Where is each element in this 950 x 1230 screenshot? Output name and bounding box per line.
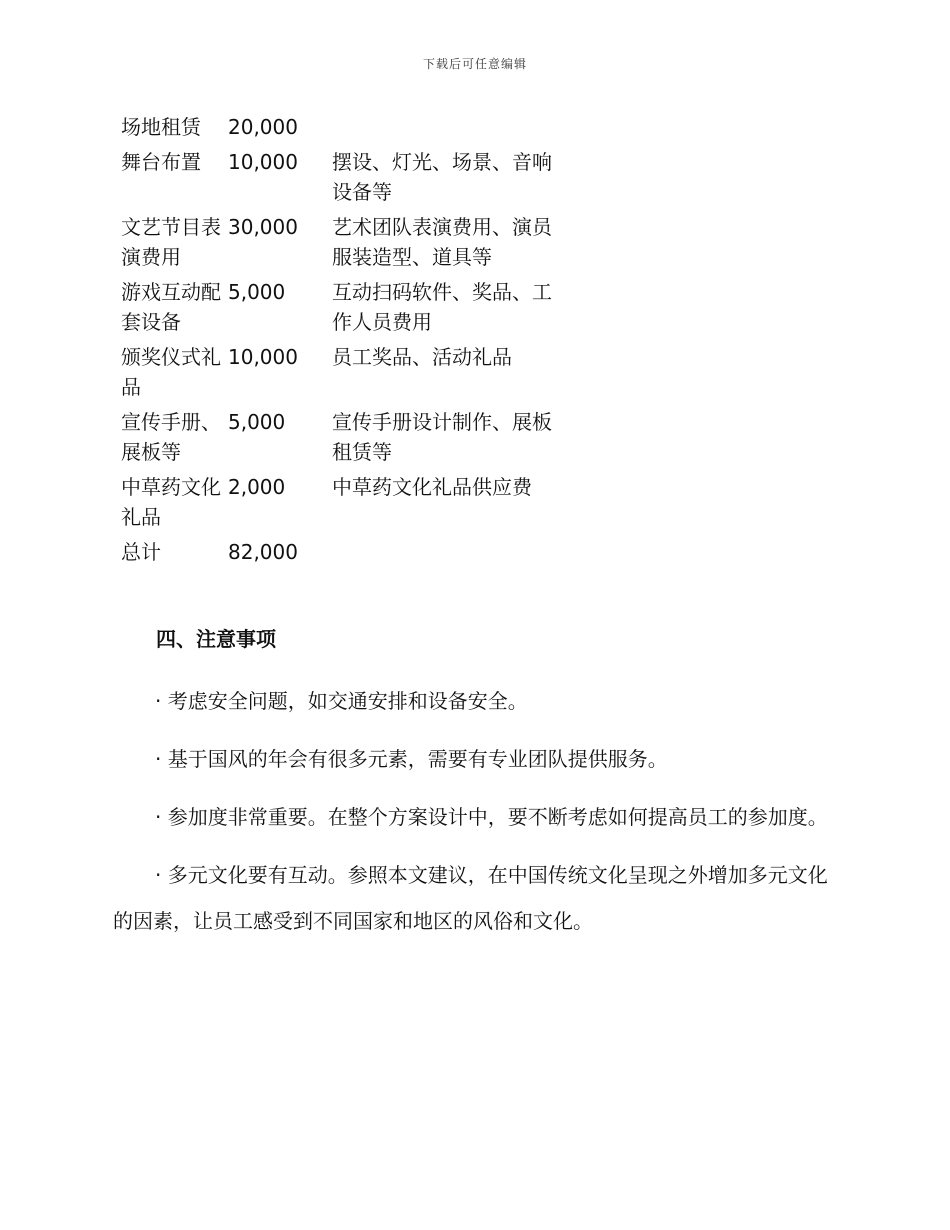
budget-item: 舞台布置	[121, 150, 201, 174]
notes-list	[113, 678, 833, 956]
budget-note	[332, 112, 562, 147]
budget-item: 中草药文化礼品	[121, 475, 221, 529]
table-row	[114, 112, 562, 147]
budget-amount: 30,000	[228, 215, 298, 239]
note-item: · 参加度非常重要。在整个方案设计中，要不断考虑如何提高员工的参加度。	[155, 805, 828, 829]
note-item: · 考虑安全问题，如交通安排和设备安全。	[155, 689, 528, 713]
budget-item: 颁奖仪式礼品	[121, 345, 221, 399]
table-row	[114, 277, 562, 342]
budget-note	[332, 537, 562, 572]
table-row	[114, 407, 562, 472]
budget-item: 总计	[121, 540, 161, 564]
budget-note: 中草药文化礼品供应费	[332, 475, 532, 499]
budget-amount: 10,000	[228, 345, 298, 369]
budget-note: 互动扫码软件、奖品、工作人员费用	[332, 280, 552, 334]
budget-note: 宣传手册设计制作、展板租赁等	[332, 410, 552, 464]
budget-item: 场地租赁	[121, 115, 201, 139]
budget-item: 游戏互动配套设备	[121, 280, 221, 334]
table-row	[114, 212, 562, 277]
budget-amount: 20,000	[228, 115, 298, 139]
budget-amount: 5,000	[228, 410, 286, 434]
table-row	[114, 537, 562, 572]
budget-table	[114, 112, 562, 572]
section-title: 四、注意事项	[156, 627, 276, 651]
budget-amount: 10,000	[228, 150, 298, 174]
budget-item: 宣传手册、展板等	[121, 410, 221, 464]
budget-amount: 2,000	[228, 475, 286, 499]
budget-amount: 5,000	[228, 280, 286, 304]
table-row	[114, 342, 562, 407]
budget-item: 文艺节目表演费用	[121, 215, 221, 269]
budget-amount: 82,000	[228, 540, 298, 564]
table-row	[114, 472, 562, 537]
table-row	[114, 147, 562, 212]
budget-note: 员工奖品、活动礼品	[332, 345, 512, 369]
budget-note: 艺术团队表演费用、演员服装造型、道具等	[332, 215, 552, 269]
note-item: · 基于国风的年会有很多元素，需要有专业团队提供服务。	[155, 747, 668, 771]
note-item: · 多元文化要有互动。参照本文建议，在中国传统文化呈现之外增加多元文化的因素，让员工感受到不同国家和地区的风俗和文化。	[113, 863, 828, 933]
header-note: 下载后可任意编辑	[422, 57, 527, 71]
budget-note: 摆设、灯光、场景、音响设备等	[332, 150, 552, 204]
